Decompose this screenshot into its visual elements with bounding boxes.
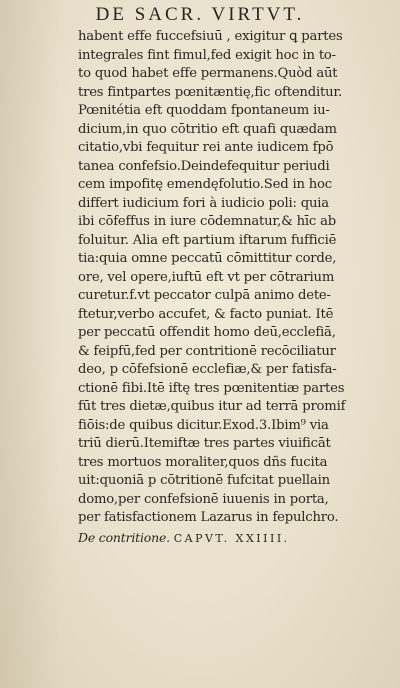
text-line: ftetur,verbo accufet, & facto puniat. Itē [78,306,334,322]
text-line: domo,per confefsionē iuuenis in porta, [78,491,329,507]
text-line: curetur.f.vt peccator culpā animo dete- [78,288,331,303]
running-head: DE SACR. VIRTVT. [95,4,305,25]
text-line: tanea confefsio.Deindefequitur periudi [78,158,330,174]
text-line: fūt tres dietæ,quibus itur ad terrā promif [78,399,346,414]
text-line: to quod habet effe permanens.Quòd aūt [78,66,338,81]
text-line: differt iudicium fori à iudicio poli: quia [78,195,329,211]
text-line: deo, p cōfefsionē ecclefiæ,& per fatisfa- [78,362,337,377]
text-line: uit:quoniā p cōtritionē fufcitat puellain [78,473,330,488]
text-line: habent effe fuccefsiuū , exigitur ꝗ partes [78,29,343,44]
text-line: integrales fint fimul,fed exigit hoc in to- [78,47,336,63]
text-line: dicium,in quo cōtritio eft quafi quædam [78,121,337,137]
chapter-title: De contritione. [78,529,170,545]
text-line: tres mortuos moraliter,quos dñs fucita [78,454,328,470]
text-line: per peccatū offendit homo deū,ecclefiā, [78,325,336,340]
text-line: per fatisfactionem Lazarus in fepulchro. [78,510,339,525]
text-line: ctionē fibi.Itē iftę tres pœnitentiæ partes [78,380,345,396]
text-line: ore, vel opere,iuftū eft vt per cōtrarium [78,269,335,285]
body-text [78,28,396,547]
chapter-heading [78,529,396,548]
text-line: cem impofitę emendęfolutio.Sed in hoc [78,177,332,192]
text-line: Pœnitétia eft quoddam fpontaneum iu- [78,103,330,118]
text-line: citatio,vbi fequitur rei ante iudicem fpō [78,140,334,155]
chapter-label: CAPVT. XXIIII. [173,531,290,545]
text-line: ibi cōfeffus in iure cōdemnatur,& hīc ab [78,214,337,229]
text-line: foluitur. Alia eft partium iftarum fufficiē [78,232,337,248]
text-line: fiōis:de quibus dicitur.Exod.3.Ibim⁹ via [78,417,329,433]
text-line: & feipfū,fed per contritionē recōciliatur [78,343,336,359]
text-line: triū dierū.Itemiftæ tres partes viuificāt [78,436,331,451]
page-gutter-shadow [0,0,60,688]
text-line: tres fintpartes pœnitæntię,fic oftenditur. [78,84,343,100]
text-line: tia:quia omne peccatū cōmittitur corde, [78,251,337,266]
